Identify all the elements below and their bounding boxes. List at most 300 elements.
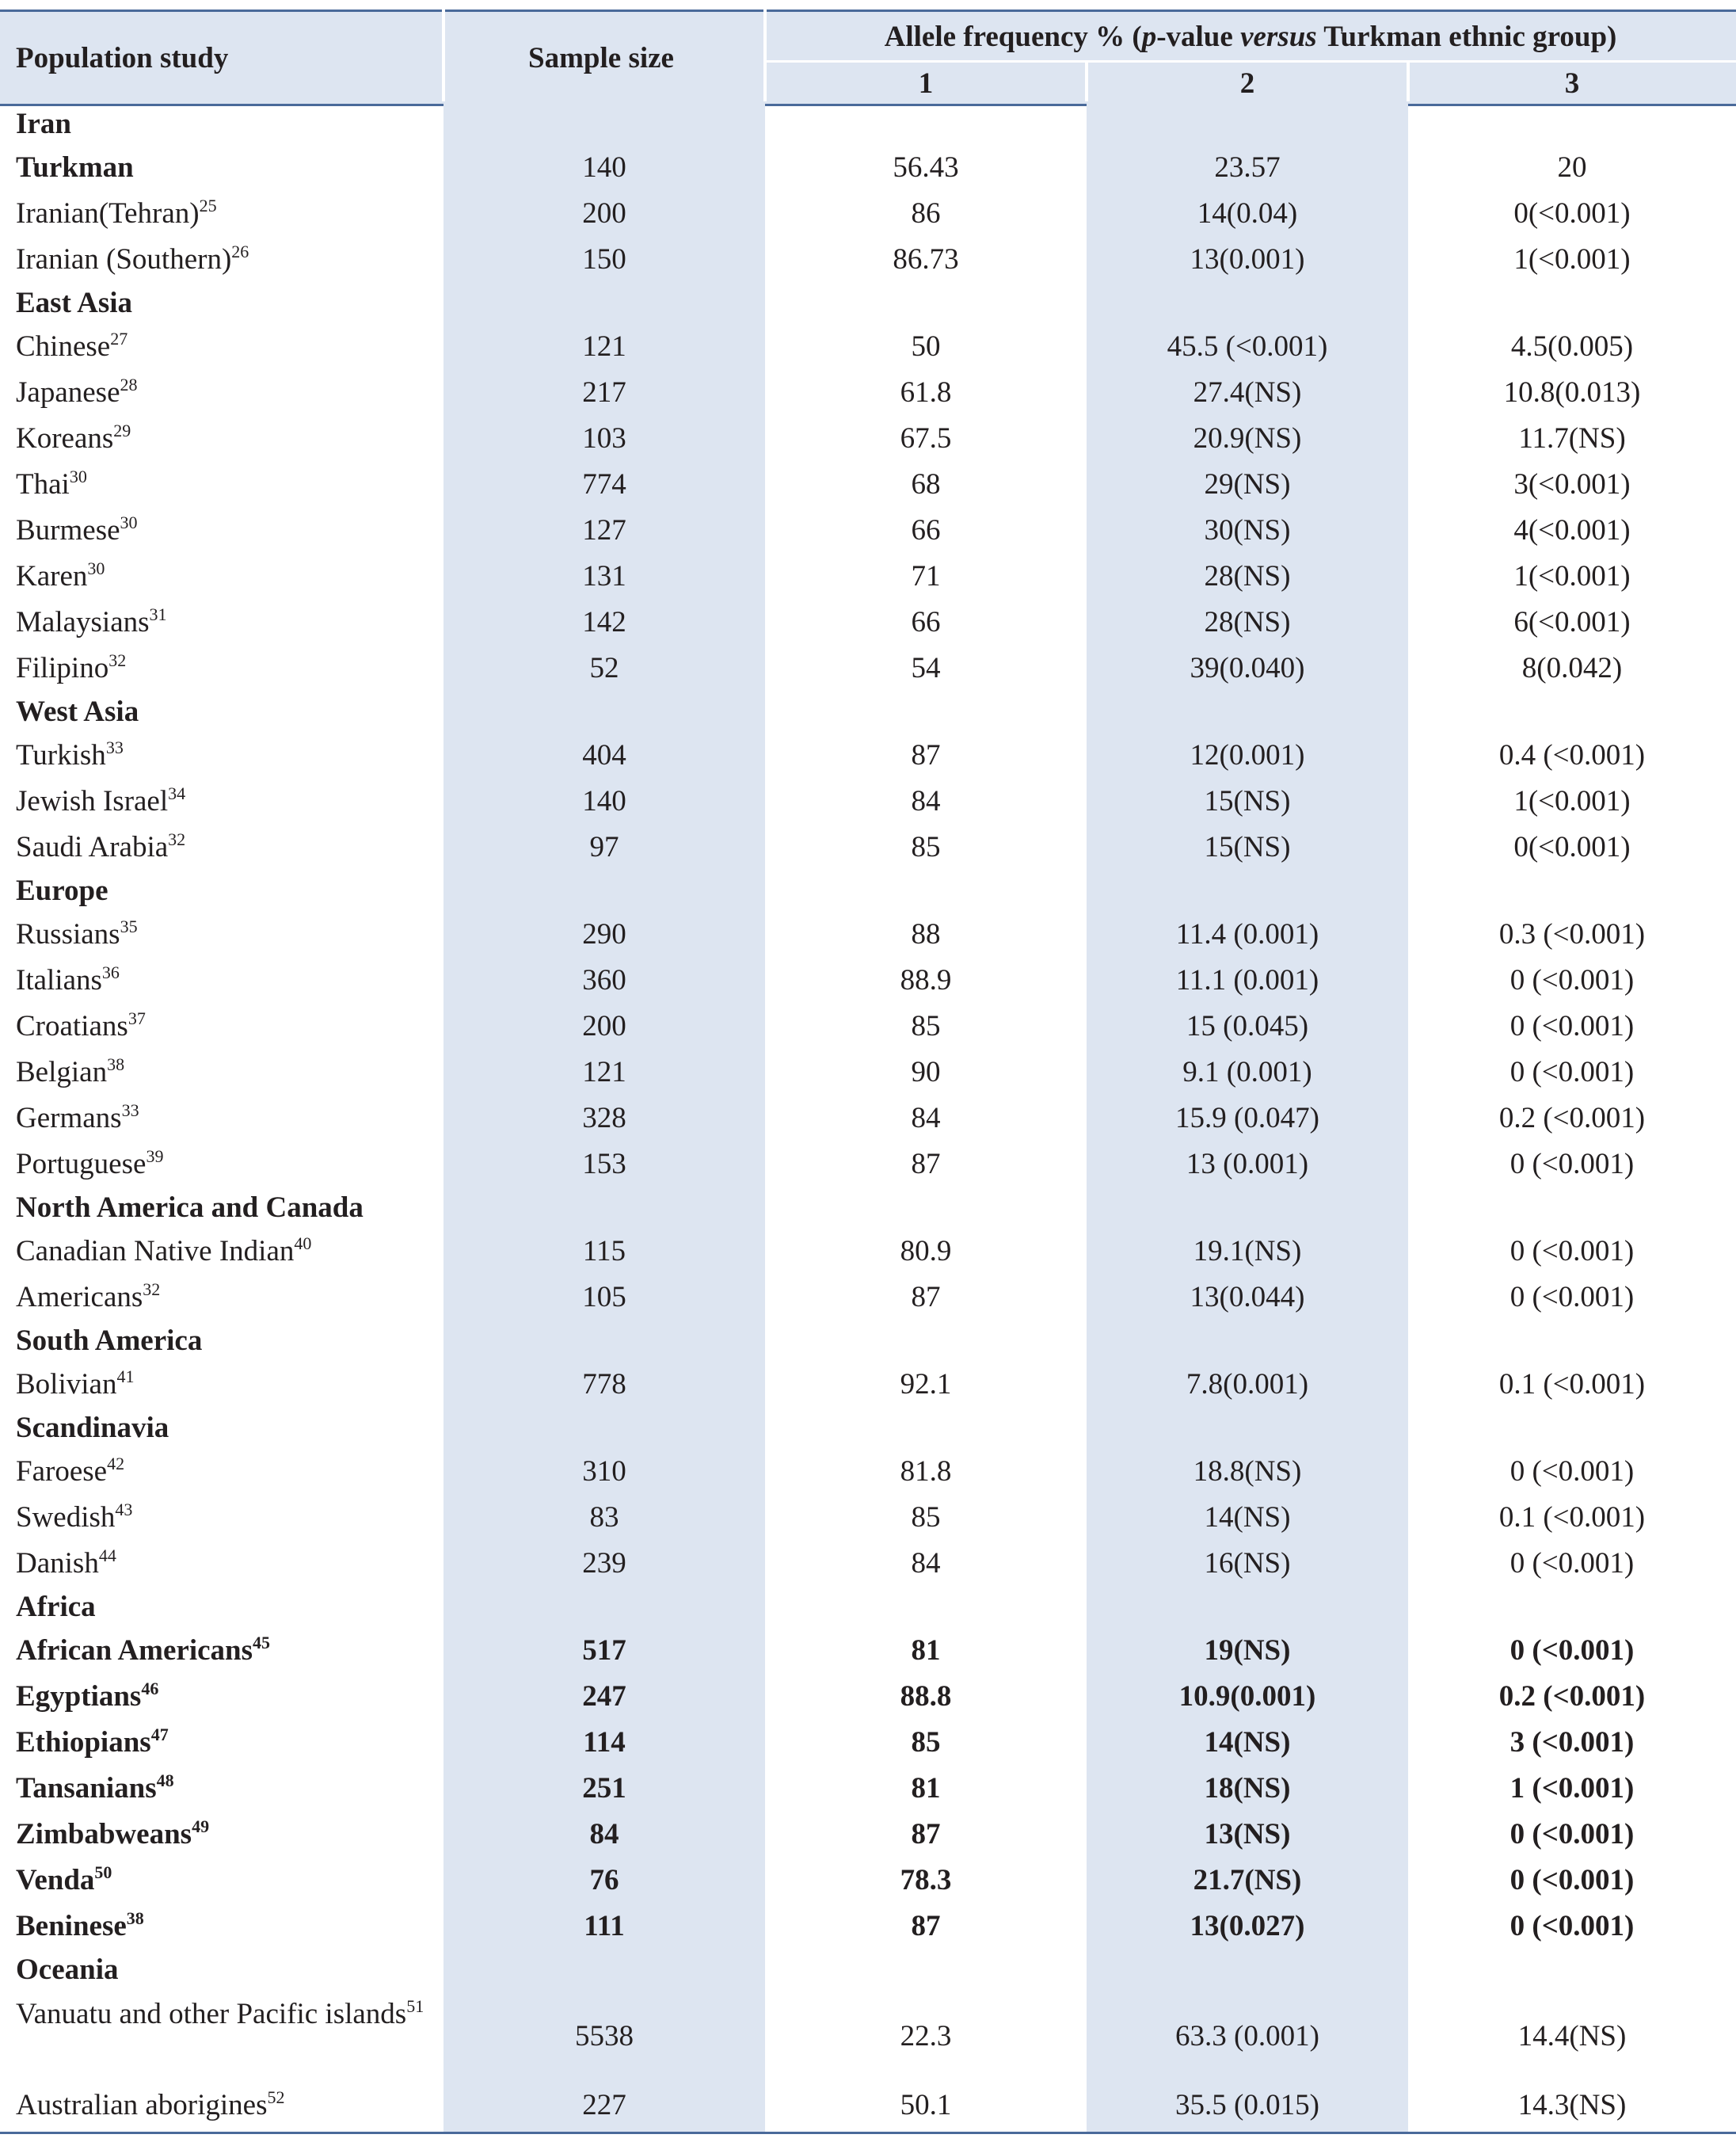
table-row [0, 1904, 1736, 1950]
sample-size-cell: 774 [582, 468, 626, 501]
allele-2-cell: 13(0.027) [1190, 1910, 1305, 1942]
allele-1-cell: 88.9 [900, 964, 952, 997]
allele-3-cell: 1(<0.001) [1513, 560, 1631, 593]
allele-3-cell: 0 (<0.001) [1509, 1818, 1635, 1850]
population-name-text: Turkman [16, 151, 134, 184]
group-heading-row [0, 104, 1736, 145]
allele-1-cell: 22.3 [900, 2020, 952, 2052]
population-name-text: Karen [16, 560, 88, 593]
population-name [16, 2083, 285, 2129]
table-row [0, 1991, 1736, 2083]
group-heading: North America and Canada [16, 1191, 364, 1224]
sample-size-cell: 360 [582, 964, 626, 997]
population-name [16, 1004, 146, 1050]
reference-number: 32 [168, 829, 186, 849]
population-name-text: Filipino [16, 652, 109, 684]
allele-1-cell: 68 [911, 468, 941, 501]
allele-3-cell: 1(<0.001) [1513, 243, 1631, 276]
allele-2-cell: 13 (0.001) [1186, 1148, 1309, 1180]
table-row [0, 1275, 1736, 1321]
reference-number: 32 [143, 1279, 161, 1299]
allele-1-cell: 71 [911, 560, 941, 593]
allele-2-cell: 11.1 (0.001) [1175, 964, 1319, 997]
group-heading-row [0, 1187, 1736, 1229]
population-name [16, 1674, 158, 1720]
population-name [16, 1858, 112, 1904]
allele-1-cell: 54 [911, 652, 941, 684]
sample-size-cell: 150 [582, 243, 626, 276]
sample-size-cell: 111 [584, 1910, 625, 1942]
population-name [16, 733, 124, 779]
allele-2-cell: 14(NS) [1204, 1501, 1291, 1534]
reference-number: 38 [107, 1054, 125, 1074]
reference-number: 31 [149, 604, 167, 624]
population-name [16, 600, 167, 646]
table-bottom-rule [0, 2132, 1736, 2134]
table-row [0, 324, 1736, 370]
population-name-text: Australian aborigines [16, 2089, 268, 2121]
population-name [16, 416, 131, 462]
allele-2-cell: 18(NS) [1204, 1772, 1291, 1805]
allele-3-cell: 0(<0.001) [1513, 831, 1631, 863]
allele-3-cell: 8(0.042) [1521, 652, 1623, 684]
table-row [0, 1495, 1736, 1541]
allele-2-cell: 16(NS) [1204, 1547, 1291, 1580]
allele-2-cell: 13(0.044) [1190, 1281, 1305, 1313]
allele-1-cell: 85 [911, 1501, 941, 1534]
allele-2-cell: 29(NS) [1204, 468, 1291, 501]
sample-size-cell: 778 [582, 1368, 626, 1401]
sample-size-cell: 140 [582, 785, 626, 818]
reference-number: 32 [108, 650, 127, 670]
allele-1-cell: 61.8 [900, 376, 952, 409]
allele-3-cell: 14.4(NS) [1517, 2020, 1627, 2052]
table-row [0, 1142, 1736, 1187]
allele-1-cell: 78.3 [900, 1864, 952, 1896]
table-row [0, 1628, 1736, 1674]
allele-3-cell: 0(<0.001) [1513, 197, 1631, 230]
allele-1-cell: 86.73 [893, 243, 959, 276]
sample-size-cell: 239 [582, 1547, 626, 1580]
population-name-text: Koreans [16, 422, 114, 455]
population-name [16, 825, 185, 871]
reference-number: 36 [101, 962, 120, 982]
allele-2-cell: 19.1(NS) [1193, 1235, 1302, 1267]
allele-3-cell: 0 (<0.001) [1509, 1148, 1635, 1180]
reference-number: 38 [126, 1908, 144, 1928]
sample-size-cell: 200 [582, 197, 626, 230]
allele-1-cell: 85 [911, 831, 941, 863]
allele-2-cell: 15.9 (0.047) [1175, 1102, 1319, 1134]
table-row [0, 508, 1736, 554]
population-name-text: Tansanians [16, 1772, 157, 1805]
allele-3-cell: 4.5(0.005) [1510, 330, 1634, 363]
table-row [0, 1720, 1736, 1766]
allele-1-cell: 87 [911, 1148, 941, 1180]
allele-1-cell: 92.1 [900, 1368, 952, 1401]
population-name-text: Swedish [16, 1501, 116, 1534]
table-row [0, 646, 1736, 692]
allele-1-cell: 81 [911, 1772, 941, 1805]
allele-3-cell: 4(<0.001) [1513, 514, 1631, 547]
allele-2-cell: 11.4 (0.001) [1175, 918, 1319, 951]
reference-number: 51 [406, 1996, 424, 2016]
allele-1-cell: 66 [911, 514, 941, 547]
reference-number: 44 [98, 1546, 116, 1565]
allele-2-cell: 28(NS) [1204, 560, 1291, 593]
allele-2-cell: 10.9(0.001) [1178, 1680, 1316, 1713]
population-name-text: Germans [16, 1102, 122, 1134]
allele-2-cell: 19(NS) [1204, 1634, 1291, 1667]
population-name [16, 1766, 174, 1812]
table-row [0, 1362, 1736, 1408]
reference-number: 52 [267, 2087, 285, 2107]
reference-number: 30 [120, 513, 138, 532]
population-name-text: Canadian Native Indian [16, 1235, 295, 1267]
population-name [16, 1275, 160, 1321]
table-row [0, 1449, 1736, 1495]
allele-3-cell: 0.4 (<0.001) [1498, 739, 1646, 772]
sample-size-cell: 84 [589, 1818, 619, 1850]
reference-number: 35 [120, 917, 138, 936]
table-row [0, 1050, 1736, 1096]
sample-size-cell: 121 [582, 330, 626, 363]
sample-size-cell: 142 [582, 606, 626, 638]
allele-3-cell: 11.7(NS) [1518, 422, 1626, 455]
table-row [0, 958, 1736, 1004]
sample-size-cell: 251 [582, 1772, 626, 1805]
header-col-3: 3 [1564, 67, 1580, 100]
allele-2-cell: 27.4(NS) [1193, 376, 1302, 409]
sample-size-cell: 290 [582, 918, 626, 951]
allele-2-cell: 63.3 (0.001) [1175, 2020, 1319, 2052]
allele-3-cell: 0 (<0.001) [1509, 1910, 1635, 1942]
allele-2-cell: 20.9(NS) [1193, 422, 1302, 455]
allele-1-cell: 84 [911, 1547, 941, 1580]
allele-3-cell: 0 (<0.001) [1509, 1634, 1635, 1667]
allele-3-cell: 0.1 (<0.001) [1498, 1501, 1646, 1534]
allele-3-cell: 0 (<0.001) [1509, 1455, 1635, 1488]
allele-3-cell: 3(<0.001) [1513, 468, 1631, 501]
reference-number: 48 [156, 1770, 174, 1790]
reference-number: 50 [94, 1862, 112, 1882]
allele-1-cell: 88 [911, 918, 941, 951]
allele-3-cell: 6(<0.001) [1513, 606, 1631, 638]
population-name-text: Italians [16, 964, 102, 997]
population-name [16, 324, 128, 370]
table-row [0, 416, 1736, 462]
population-name-text: Burmese [16, 514, 120, 547]
allele-2-cell: 15(NS) [1204, 785, 1291, 818]
table-row [0, 779, 1736, 825]
table-row [0, 1858, 1736, 1904]
allele-3-cell: 0 (<0.001) [1509, 1547, 1635, 1580]
table-row [0, 370, 1736, 416]
population-name [16, 1362, 134, 1408]
table-row [0, 1541, 1736, 1587]
allele-1-cell: 84 [911, 785, 941, 818]
group-heading-row [0, 283, 1736, 324]
sample-size-cell: 127 [582, 514, 626, 547]
reference-number: 39 [146, 1146, 164, 1166]
group-heading: Scandinavia [16, 1412, 169, 1444]
sample-size-cell: 517 [582, 1634, 626, 1667]
population-name-text: Saudi Arabia [16, 831, 169, 863]
allele-2-cell: 7.8(0.001) [1186, 1368, 1309, 1401]
sample-size-cell: 83 [589, 1501, 619, 1534]
allele-1-cell: 87 [911, 1281, 941, 1313]
allele-2-cell: 35.5 (0.015) [1175, 2089, 1319, 2121]
population-name [16, 370, 138, 416]
population-name [16, 1495, 132, 1541]
sample-size-cell: 217 [582, 376, 626, 409]
population-name [16, 958, 120, 1004]
sample-size-cell: 200 [582, 1010, 626, 1042]
sample-size-cell: 103 [582, 422, 626, 455]
sample-size-cell: 105 [582, 1281, 626, 1313]
population-name-text: Malaysians [16, 606, 150, 638]
population-name-text: Danish [16, 1547, 99, 1580]
allele-3-cell: 20 [1557, 151, 1587, 184]
sample-size-cell: 227 [582, 2089, 626, 2121]
group-heading-row [0, 1321, 1736, 1362]
group-heading-row [0, 871, 1736, 912]
sample-size-cell: 115 [582, 1235, 626, 1267]
population-name-text: Ethiopians [16, 1726, 151, 1759]
allele-2-cell: 30(NS) [1204, 514, 1291, 547]
population-name [16, 508, 138, 554]
reference-number: 33 [121, 1100, 139, 1120]
sample-size-cell: 140 [582, 151, 626, 184]
reference-number: 43 [115, 1500, 133, 1519]
population-name [16, 191, 217, 237]
population-name [16, 1541, 116, 1587]
reference-number: 33 [105, 738, 124, 757]
population-name-text: Japanese [16, 376, 120, 409]
sample-size-cell: 328 [582, 1102, 626, 1134]
table-row [0, 600, 1736, 646]
allele-2-cell: 12(0.001) [1190, 739, 1305, 772]
table-row [0, 1812, 1736, 1858]
sample-size-cell: 76 [589, 1864, 619, 1896]
population-name [16, 145, 134, 191]
reference-number: 42 [107, 1454, 125, 1473]
population-name [16, 1904, 144, 1950]
population-name-text: Venda [16, 1864, 95, 1896]
group-heading: Oceania [16, 1953, 119, 1986]
header-col-1: 1 [918, 67, 934, 100]
population-name [16, 779, 185, 825]
allele-3-cell: 0 (<0.001) [1509, 1281, 1635, 1313]
population-name-text: African Americans [16, 1634, 253, 1667]
table-row [0, 733, 1736, 779]
population-name-text: Belgian [16, 1056, 108, 1088]
allele-2-cell: 23.57 [1214, 151, 1281, 184]
allele-1-cell: 88.8 [900, 1680, 952, 1713]
population-name [16, 554, 105, 600]
allele-3-cell: 3 (<0.001) [1509, 1726, 1635, 1759]
allele-2-cell: 18.8(NS) [1193, 1455, 1302, 1488]
sample-size-cell: 121 [582, 1056, 626, 1088]
table-row [0, 2083, 1736, 2129]
allele-2-cell: 13(NS) [1204, 1818, 1291, 1850]
allele-2-cell: 15(NS) [1204, 831, 1291, 863]
population-name-text: Iranian(Tehran) [16, 197, 200, 230]
allele-3-cell: 0.1 (<0.001) [1498, 1368, 1646, 1401]
population-name [16, 1992, 428, 2037]
population-name [16, 237, 249, 283]
group-heading: South America [16, 1324, 203, 1357]
population-name-text: Thai [16, 468, 70, 501]
allele-1-cell: 87 [911, 1818, 941, 1850]
population-name-text: Croatians [16, 1010, 128, 1042]
group-heading-row [0, 1587, 1736, 1628]
allele-3-cell: 0 (<0.001) [1509, 1235, 1635, 1267]
allele-1-cell: 50 [911, 330, 941, 363]
population-name [16, 912, 138, 958]
population-name-text: Zimbabweans [16, 1818, 192, 1850]
allele-3-cell: 0.2 (<0.001) [1498, 1680, 1646, 1713]
population-name-text: Russians [16, 918, 120, 951]
allele-3-cell: 0 (<0.001) [1509, 964, 1635, 997]
reference-number: 47 [150, 1725, 169, 1744]
header-allele-frequency: Allele frequency % (p-value versus Turkman ethnic group) [884, 21, 1617, 53]
population-name [16, 1096, 139, 1142]
reference-number: 30 [87, 558, 105, 578]
table-row [0, 462, 1736, 508]
population-name [16, 1229, 311, 1275]
population-name [16, 462, 87, 508]
reference-number: 27 [110, 329, 128, 349]
reference-number: 28 [120, 375, 138, 394]
allele-2-cell: 15 (0.045) [1186, 1010, 1309, 1042]
population-name-text: Portuguese [16, 1148, 147, 1180]
allele-3-cell: 0.2 (<0.001) [1498, 1102, 1646, 1134]
reference-number: 37 [128, 1008, 146, 1028]
allele-1-cell: 84 [911, 1102, 941, 1134]
group-heading: Europe [16, 875, 108, 907]
group-heading: East Asia [16, 287, 133, 319]
allele-2-cell: 14(0.04) [1197, 197, 1298, 230]
allele-1-cell: 85 [911, 1010, 941, 1042]
header-sample-size: Sample size [528, 42, 674, 74]
table-row [0, 1004, 1736, 1050]
table-row [0, 191, 1736, 237]
sample-size-cell: 52 [589, 652, 619, 684]
allele-3-cell: 0.3 (<0.001) [1498, 918, 1646, 951]
group-heading-row [0, 1408, 1736, 1449]
allele-2-cell: 28(NS) [1204, 606, 1291, 638]
header-col-2: 2 [1239, 67, 1255, 100]
table-row [0, 1229, 1736, 1275]
group-heading: West Asia [16, 696, 139, 728]
allele-3-cell: 1(<0.001) [1513, 785, 1631, 818]
table-row [0, 912, 1736, 958]
allele-2-cell: 21.7(NS) [1193, 1864, 1302, 1896]
allele-1-cell: 67.5 [900, 422, 952, 455]
population-name [16, 1050, 124, 1096]
reference-number: 29 [113, 421, 131, 440]
table-row [0, 825, 1736, 871]
allele-2-cell: 13(0.001) [1190, 243, 1305, 276]
group-heading: Iran [16, 108, 71, 140]
population-name-text: Faroese [16, 1455, 108, 1488]
reference-number: 26 [231, 242, 249, 261]
allele-1-cell: 85 [911, 1726, 941, 1759]
group-heading-row [0, 692, 1736, 733]
table-row [0, 1766, 1736, 1812]
population-name [16, 646, 126, 692]
sample-size-cell: 5538 [575, 2020, 634, 2052]
sample-size-cell: 97 [589, 831, 619, 863]
sample-size-cell: 114 [583, 1726, 626, 1759]
sample-size-cell: 153 [582, 1148, 626, 1180]
population-name-text: Vanuatu and other Pacific islands [16, 1998, 407, 2030]
table-row [0, 145, 1736, 191]
allele-2-cell: 39(0.040) [1190, 652, 1305, 684]
table-row [0, 554, 1736, 600]
allele-1-cell: 87 [911, 1910, 941, 1942]
reference-number: 45 [253, 1633, 271, 1652]
population-name [16, 1449, 124, 1495]
population-name-text: Chinese [16, 330, 111, 363]
population-name-text: Bolivian [16, 1368, 117, 1401]
header-population-study: Population study [16, 42, 229, 74]
population-name-text: Americans [16, 1281, 143, 1313]
allele-2-cell: 45.5 (<0.001) [1167, 330, 1328, 363]
allele-1-cell: 87 [911, 739, 941, 772]
allele-1-cell: 66 [911, 606, 941, 638]
allele-1-cell: 90 [911, 1056, 941, 1088]
population-name-text: Beninese [16, 1910, 127, 1942]
reference-number: 25 [199, 196, 217, 215]
population-name [16, 1812, 209, 1858]
reference-number: 41 [116, 1366, 135, 1386]
allele-3-cell: 0 (<0.001) [1509, 1056, 1635, 1088]
reference-number: 49 [192, 1816, 210, 1836]
population-name-text: Iranian (Southern) [16, 243, 232, 276]
group-heading-row [0, 1950, 1736, 1991]
table-row [0, 1096, 1736, 1142]
allele-3-cell: 14.3(NS) [1517, 2089, 1627, 2121]
allele-1-cell: 80.9 [900, 1235, 952, 1267]
population-name-text: Egyptians [16, 1680, 142, 1713]
population-name [16, 1628, 270, 1674]
population-name-text: Turkish [16, 739, 106, 772]
table-row [0, 1674, 1736, 1720]
allele-3-cell: 10.8(0.013) [1503, 376, 1641, 409]
population-name [16, 1720, 169, 1766]
population-name [16, 1142, 163, 1187]
allele-1-cell: 81 [911, 1634, 941, 1667]
allele-1-cell: 81.8 [900, 1455, 952, 1488]
allele-2-cell: 9.1 (0.001) [1182, 1056, 1312, 1088]
allele-3-cell: 0 (<0.001) [1509, 1010, 1635, 1042]
allele-3-cell: 0 (<0.001) [1509, 1864, 1635, 1896]
sample-size-cell: 310 [582, 1455, 626, 1488]
reference-number: 34 [168, 783, 186, 803]
reference-number: 40 [294, 1233, 312, 1253]
population-name-text: Jewish Israel [16, 785, 169, 818]
table-row [0, 237, 1736, 283]
reference-number: 46 [141, 1679, 159, 1698]
allele-1-cell: 50.1 [900, 2089, 952, 2121]
header-subdivider [765, 60, 1736, 63]
sample-size-cell: 247 [582, 1680, 626, 1713]
group-heading: Africa [16, 1591, 96, 1623]
allele-2-cell: 14(NS) [1204, 1726, 1291, 1759]
sample-size-cell: 131 [582, 560, 626, 593]
